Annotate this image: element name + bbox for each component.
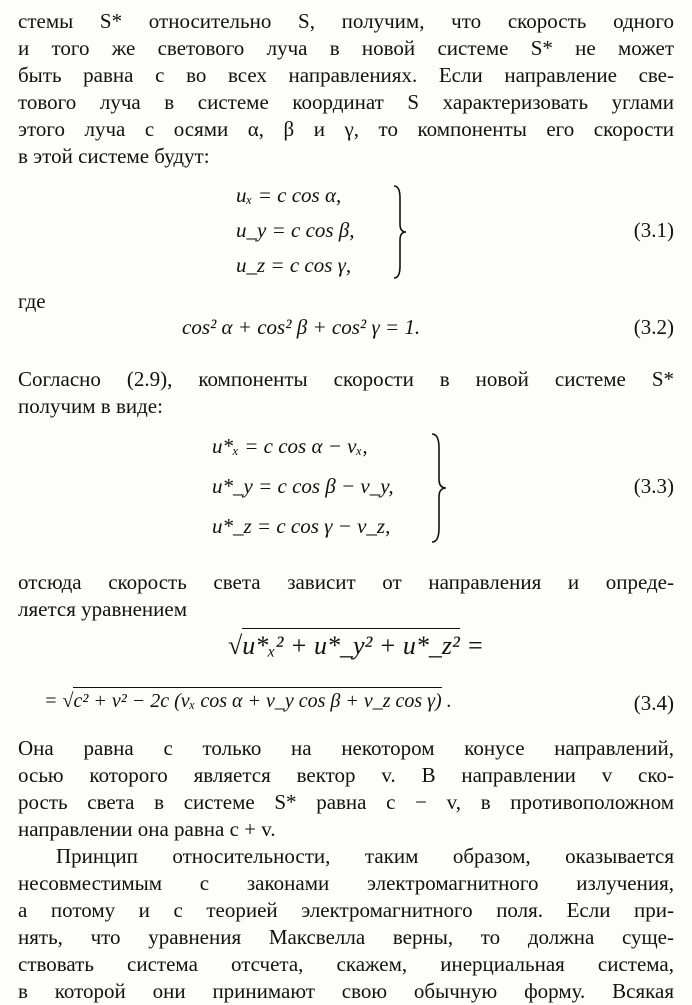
sqrt-sign-2: √ xyxy=(62,690,74,712)
eq-3-4-line-2 xyxy=(44,688,452,715)
paragraph-4-line-3: рость света в системе S* равна c − v, в противоположном xyxy=(18,790,674,814)
eq-3-3-brace xyxy=(428,432,450,544)
eq-3-1-brace xyxy=(390,184,410,280)
paragraph-5-line-5: ствовать система отсчета, скажем, инерциальная система, xyxy=(18,952,674,976)
paragraph-5-line-4: нять, что уравнения Максвелла верны, то должна суще- xyxy=(18,925,674,949)
eq-3-1-number: (3.1) xyxy=(633,218,674,242)
paragraph-3-line-2: ляется уравнением xyxy=(18,597,188,621)
paragraph-3-line-1: отсюда скорость света зависит от направления и опреде- xyxy=(18,570,674,594)
eq-3-1-line-1: uₓ = c cos α, xyxy=(236,183,342,207)
paragraph-4-line-2: осью которого является вектор v. В направлении v ско- xyxy=(18,763,674,787)
paragraph-5-line-6: в которой они принимают свою обычную форму. Всякая xyxy=(18,979,674,1003)
eq-3-3-line-2: u*_y = c cos β − v_y, xyxy=(212,474,394,498)
eq-3-4-line-1 xyxy=(228,632,484,659)
eq-3-3-line-1: u*ₓ = c cos α − vₓ, xyxy=(212,434,368,458)
eq-3-1-line-3: u_z = c cos γ, xyxy=(236,253,352,277)
paragraph-1-line-4: тового луча в системе координат S характеризовать углами xyxy=(18,90,674,114)
eq-3-4-lead: = xyxy=(44,690,63,712)
where-word: где xyxy=(18,289,46,313)
eq-3-2-formula: cos² α + cos² β + cos² γ = 1. xyxy=(182,315,421,339)
paragraph-4-line-4: направлении она равна c + v. xyxy=(18,817,276,841)
paragraph-4-line-1: Она равна c только на некотором конусе направлений, xyxy=(18,736,674,760)
eq-3-4-equals: = xyxy=(459,631,484,660)
eq-3-3-line-3: u*_z = c cos γ − v_z, xyxy=(212,514,391,538)
eq-3-4-radicand-2: c² + v² − 2c (vₓ cos α + v_y cos β + v_z cos γ) xyxy=(73,687,441,712)
eq-3-2-number: (3.2) xyxy=(633,315,674,339)
paragraph-2-line-1: Согласно (2.9), компоненты скорости в новой системе S* xyxy=(18,367,674,391)
eq-3-4-radicand-1: u*ₓ² + u*_y² + u*_z² xyxy=(242,628,460,660)
eq-3-4-period: . xyxy=(441,690,452,712)
paragraph-1-line-6: в этой системе будут: xyxy=(18,144,210,168)
paragraph-1-line-1: стемы S* относительно S, получим, что скорость одного xyxy=(18,9,674,33)
paragraph-5-line-2: несовместимым с законами электромагнитного излучения, xyxy=(18,871,674,895)
paragraph-5-line-1: Принцип относительности, таким образом, оказывается xyxy=(56,844,674,868)
paragraph-1-line-5: этого луча с осями α, β и γ, то компоненты его скорости xyxy=(18,117,674,141)
eq-3-1-line-2: u_y = c cos β, xyxy=(236,218,355,242)
paragraph-1-line-2: и того же светового луча в новой системе S* не может xyxy=(18,36,674,60)
eq-3-3-number: (3.3) xyxy=(633,474,674,498)
eq-3-4-number: (3.4) xyxy=(633,691,674,715)
paragraph-1-line-3: быть равна c во всех направлениях. Если направление све- xyxy=(18,63,674,87)
paragraph-5-line-3: а потому и с теорией электромагнитного поля. Если при- xyxy=(18,898,674,922)
paragraph-2-line-2: получим в виде: xyxy=(18,394,163,418)
sqrt-sign-1: √ xyxy=(228,631,243,660)
